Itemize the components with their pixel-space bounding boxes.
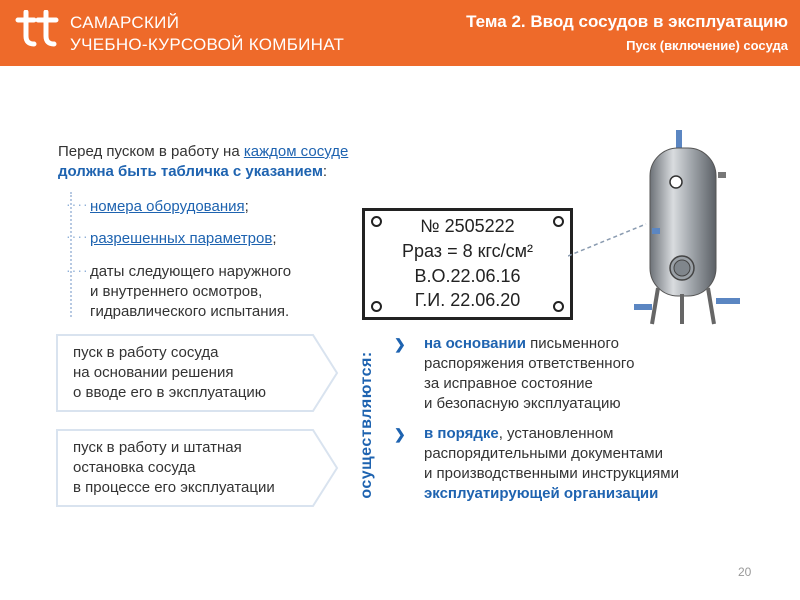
chevron-right-icon: ❯ <box>394 336 406 352</box>
box-line: пуск в работу и штатная <box>73 439 242 456</box>
intro-colon: : <box>322 163 328 180</box>
item-suffix: ; <box>272 230 277 247</box>
nameplate <box>362 208 573 320</box>
right2-bold: в порядке <box>424 425 499 442</box>
right2-rest: , установленном <box>498 425 614 442</box>
right-block-2 <box>424 424 679 504</box>
plate-line: № 2505222 <box>420 216 515 236</box>
intro-link: каждом сосуде <box>243 143 349 160</box>
plate-line: В.О.22.06.16 <box>414 266 521 286</box>
box-line: на основании решения <box>73 364 234 381</box>
box-line: остановка сосуда <box>73 459 196 476</box>
logo-line1: САМАРСКИЙ <box>70 13 180 32</box>
item-suffix: ; <box>244 198 249 215</box>
item-line: даты следующего наружного <box>90 263 292 280</box>
right1-bold: на основании <box>424 335 526 352</box>
header-bar <box>0 0 800 66</box>
list-dots: ···· <box>66 196 89 212</box>
intro-bold: должна быть табличка с указанием <box>58 163 323 180</box>
right1-line: и безопасную эксплуатацию <box>424 395 621 412</box>
chevron-right-icon: ❯ <box>394 426 406 442</box>
list-item <box>90 262 291 322</box>
vertical-label <box>352 340 382 510</box>
right2-line: распорядительными документами <box>424 445 663 462</box>
list-dots: ···· <box>66 262 89 278</box>
list-dots: ···· <box>66 228 89 244</box>
right1-line: за исправное состояние <box>424 375 593 392</box>
intro-text <box>58 142 348 182</box>
right1-rest: письменного <box>525 335 620 352</box>
box-text <box>73 438 275 498</box>
logo-text <box>70 12 344 56</box>
page-number: 20 <box>738 565 752 579</box>
item-link: номера оборудования <box>90 198 245 215</box>
box-line: в процессе его эксплуатации <box>73 479 275 496</box>
box-line: пуск в работу сосуда <box>73 344 219 361</box>
box-text <box>73 343 266 403</box>
logo-icon <box>12 10 64 50</box>
logo-line2: УЧЕБНО-КУРСОВОЙ КОМБИНАТ <box>70 35 345 54</box>
list-item <box>90 197 249 217</box>
item-link: разрешенных параметров <box>90 230 273 247</box>
intro-part1: Перед пуском в работу на <box>58 143 244 160</box>
plate-line: Рраз = 8 кгс/см² <box>401 241 534 261</box>
item-line: гидравлического испытания. <box>90 303 290 320</box>
vertical-label-text: осуществляются: <box>358 351 375 499</box>
list-item <box>90 229 276 249</box>
plate-line: Г.И. 22.06.20 <box>414 290 521 310</box>
box-line: о вводе его в эксплуатацию <box>73 384 267 401</box>
slide-title: Тема 2. Ввод сосудов в эксплуатацию <box>466 12 788 31</box>
slide-subtitle: Пуск (включение) сосуда <box>626 38 788 53</box>
item-line: и внутреннего осмотров, <box>90 283 263 300</box>
right1-line: распоряжения ответственного <box>424 355 635 372</box>
right2-bold-line: эксплуатирующей организации <box>424 485 659 502</box>
right-block-1 <box>424 334 634 414</box>
pressure-vessel-image <box>630 128 750 328</box>
right2-line: и производственными инструкциями <box>424 465 679 482</box>
